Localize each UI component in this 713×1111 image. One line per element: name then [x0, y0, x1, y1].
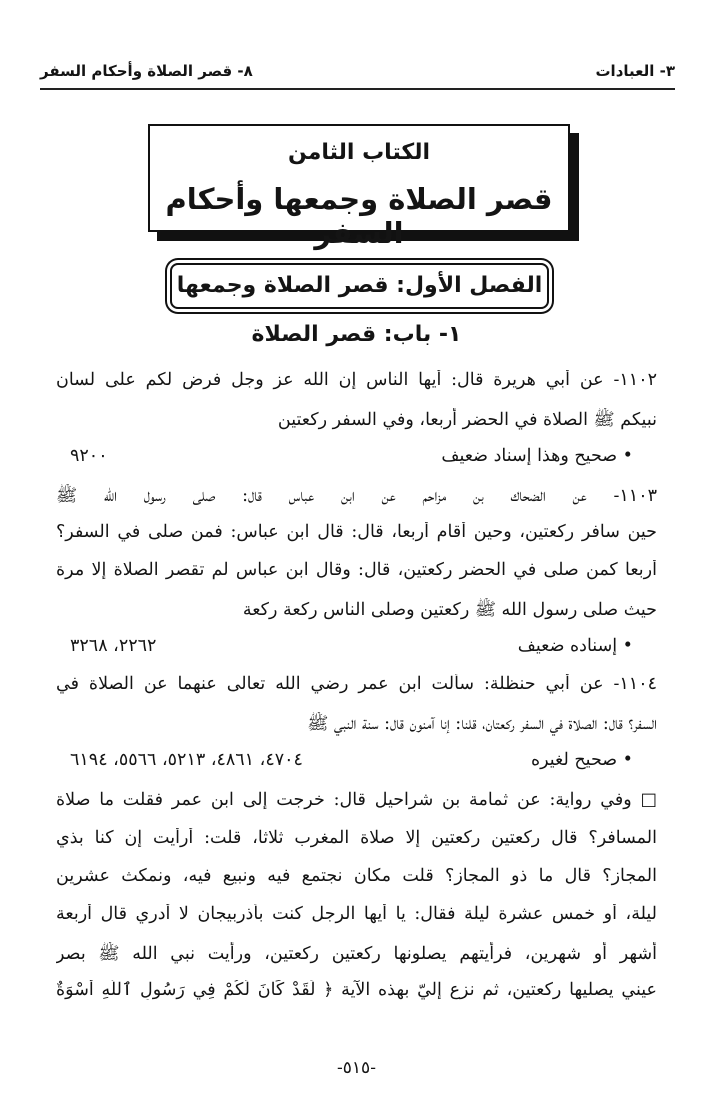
text-line: ١١٠٣- عن الضحاك بن مزاحم عن ابن عباس قال: صلى رسول الله ﷺ	[56, 486, 657, 506]
text-line: أشهر أو شهرين، فرأيتهم يصلونها ركعتين ركعتين، ورأيت نبي الله ﷺ بصر	[56, 944, 657, 964]
book-title-box	[148, 124, 570, 250]
grade-refs: ٤٧٠٤، ٤٨٦١، ٥٢١٣، ٥٥٦٦، ٦١٩٤	[70, 750, 303, 770]
text-line: نبيكم ﷺ الصلاة في الحضر أربعا، وفي السفر ركعتين	[277, 410, 657, 430]
bab-heading: ١- باب: قصر الصلاة	[251, 322, 462, 347]
text-line: ١١٠٢- عن أبي هريرة قال: أيها الناس إن الله عز وجل فرض لكم على لسان	[56, 370, 657, 390]
grade-refs: ٩٢٠٠	[70, 446, 108, 466]
running-header	[40, 58, 675, 90]
text-line: السفر؟ قال: الصلاة في السفر ركعتان، قلنا: إنا آمنون قال: سنة النبي ﷺ	[307, 714, 657, 734]
grade-row	[70, 446, 633, 476]
chapter-heading: الفصل الأول: قصر الصلاة وجمعها	[170, 263, 549, 309]
text-line: ١١٠٤- عن أبي حنظلة: سألت ابن عمر رضي الله تعالى عنهما عن الصلاة في	[56, 674, 657, 694]
grade-label: • صحيح وهذا إسناد ضعيف	[441, 446, 633, 466]
book-number: الكتاب الثامن	[287, 140, 431, 165]
grade-label: • إسناده ضعيف	[517, 636, 633, 656]
page-number: -٥١٥-	[337, 1058, 376, 1078]
grade-row	[70, 750, 633, 780]
header-chapter: ٨- قصر الصلاة وأحكام السفر	[40, 62, 253, 80]
text-line: عيني يصليها ركعتين، ثم نزع إليّ بهذه الآية ﴿ لَقَدْ كَانَ لَكُمْ فِي رَسُولِ ٱللَّهِ أُسْوَةٌ	[56, 980, 657, 1000]
header-section: ٣- العبادات	[595, 62, 675, 80]
text-line: ليلة، أو خمس عشرة ليلة فقال: يا أيها الرجل كنت بأذربيجان لا أدري قال أربعة	[56, 904, 657, 924]
text-line: أربعا كمن صلى في الحضر ركعتين، قال: وقال ابن عباس لم تقصر الصلاة إلا مرة	[56, 560, 657, 580]
text-line: □ وفي رواية: عن ثمامة بن شراحيل قال: خرجت إلى ابن عمر فقلت ما صلاة	[56, 790, 657, 810]
text-line: المجاز؟ قال ما ذو المجاز؟ قلت مكان نجتمع فيه ونبيع فيه، ونمكث عشرين	[56, 866, 657, 886]
text-line: حين سافر ركعتين، وحين أقام أربعا، قال: قال ابن عباس: فمن صلى في السفر؟	[56, 522, 657, 542]
grade-row	[70, 636, 633, 666]
book-subject: قصر الصلاة وجمعها وأحكام السفر	[165, 182, 553, 250]
text-line: المسافر؟ قال ركعتين ركعتين إلا صلاة المغرب ثلاثا، قلت: أرأيت إن كنا بذي	[56, 828, 657, 848]
grade-label: • صحيح لغيره	[530, 750, 633, 770]
text-line: حيث صلى رسول الله ﷺ ركعتين وصلى الناس ركعة ركعة	[242, 600, 657, 620]
grade-refs: ٢٢٦٢، ٣٢٦٨	[70, 636, 157, 656]
